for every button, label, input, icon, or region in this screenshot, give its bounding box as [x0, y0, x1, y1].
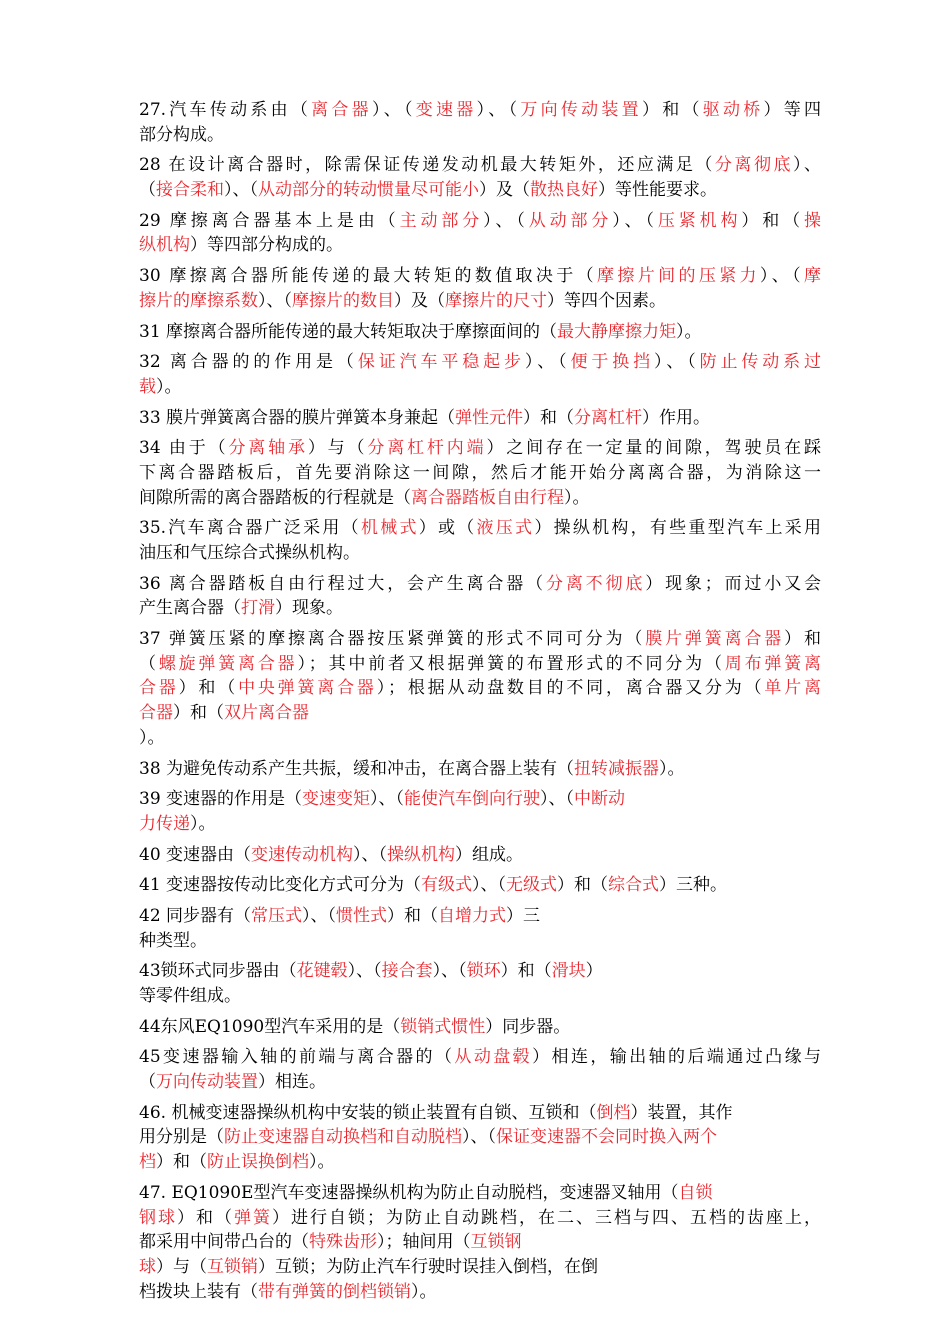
text-line — [139, 959, 821, 984]
question-text: ）及（ — [479, 180, 530, 201]
text-line — [139, 1125, 821, 1150]
question-text: 29 摩擦离合器基本上是由（ — [139, 210, 400, 231]
question-text: ）等性能要求。 — [598, 180, 717, 201]
question-text: ）、（ — [476, 100, 521, 120]
question-text: 33 膜片弹簧离合器的膜片弹簧本身兼起（ — [139, 407, 456, 428]
question-text: ）。 — [676, 321, 702, 342]
answer-text: 从动部分 — [528, 210, 613, 231]
text-line — [139, 843, 821, 868]
text-line — [139, 676, 821, 701]
answer-text: 倒档 — [596, 1102, 631, 1123]
answer-text: 保证汽车平稳起步 — [357, 352, 525, 373]
question-text: ）。 — [564, 487, 590, 508]
question-text: ）及（ — [394, 290, 445, 311]
text-line — [139, 787, 821, 812]
answer-text: 带有弹簧的倒档锁销 — [258, 1281, 411, 1302]
question-text: 34 由于（ — [139, 438, 229, 459]
question-text: ）。 — [156, 376, 182, 397]
answer-text: 摩 — [804, 266, 821, 287]
question-text: ）、（ — [462, 1127, 496, 1148]
answer-text: 主动部分 — [399, 210, 484, 231]
question-text: ）。 — [659, 758, 685, 779]
answer-text: 变速传动机构 — [251, 844, 354, 865]
question-text: 等零件组成。 — [139, 986, 241, 1006]
text-line — [139, 406, 821, 431]
answer-text: 能使汽车倒向行驶 — [404, 789, 541, 810]
answer-text: 自锁 — [678, 1182, 713, 1203]
answer-text: 综合式 — [608, 875, 660, 896]
question-text: ）和（ — [741, 210, 805, 231]
question-text: ）和（ — [177, 1207, 234, 1228]
text-line — [139, 541, 821, 566]
answer-text: 分离轴承 — [228, 438, 308, 459]
question-text: ）和（ — [557, 875, 609, 896]
answer-text: 液压式 — [476, 518, 535, 539]
answer-text: 钢球 — [139, 1207, 177, 1228]
question-text: ）、（ — [759, 266, 805, 287]
question-text: ）、（ — [432, 961, 467, 982]
question-text: ）之间存在一定量的间隙，驾驶员在踩 — [486, 438, 821, 459]
question-text: ）、（ — [302, 905, 337, 926]
text-line — [139, 1255, 821, 1280]
text-line — [139, 178, 821, 203]
question-text: ）、（ — [371, 100, 416, 120]
question-text: ）和（ — [523, 407, 575, 428]
text-line — [139, 1070, 821, 1095]
text-line — [139, 1150, 821, 1175]
question-text: ）、（ — [258, 290, 292, 311]
question-text: ） — [585, 961, 603, 982]
text-line — [139, 1015, 821, 1040]
answer-text: 散热良好 — [530, 180, 598, 201]
text-line — [139, 726, 821, 751]
answer-text: 变速器 — [415, 100, 477, 120]
answer-text: 单片离 — [764, 678, 821, 699]
question-text: ）、（ — [612, 210, 658, 231]
question-text: ）和（ — [387, 905, 439, 926]
answer-text: 离合器踏板自由行程 — [411, 487, 564, 508]
question-text: ）和（ — [173, 703, 224, 724]
question-text: ）、（ — [483, 210, 529, 231]
question-text: 种类型。 — [139, 930, 207, 951]
question-text: ）和（ — [641, 100, 703, 120]
text-line — [139, 153, 821, 178]
question-text: 用分别是（ — [139, 1127, 224, 1148]
question-text: ）、（ — [347, 961, 382, 982]
question-text: 30 摩擦离合器所能传递的最大转矩的数值取决于（ — [139, 266, 598, 287]
question-text: 档拨块上装有（ — [139, 1281, 258, 1302]
question-text: 40 变速器由（ — [139, 844, 252, 865]
text-line — [139, 812, 821, 837]
answer-text: 中央弹簧离合器 — [238, 678, 377, 699]
answer-text: 分离不彻底 — [545, 573, 646, 594]
answer-text: 无级式 — [506, 875, 558, 896]
text-line — [139, 627, 821, 652]
text-line — [139, 757, 821, 782]
question-text: ）。 — [411, 1281, 437, 1302]
answer-text: 摩擦片的尺寸 — [445, 290, 547, 311]
answer-text: 互锁销 — [207, 1256, 258, 1277]
text-line — [139, 1280, 821, 1305]
answer-text: 常压式 — [251, 905, 303, 926]
question-text: ）。 — [139, 727, 165, 748]
question-text: ）、（ — [654, 352, 700, 373]
question-text: 47. EQ1090E型汽车变速器操纵机构为防止自动脱档，变速器叉轴用（ — [139, 1182, 679, 1203]
question-text: ）、（ — [472, 875, 507, 896]
answer-text: 扭转减振器 — [574, 758, 660, 779]
answer-text: 接合柔和 — [156, 180, 224, 201]
question-text: ）与（ — [156, 1256, 207, 1277]
answer-text: 操 — [804, 210, 821, 231]
question-text: 32 离合器的的作用是（ — [139, 352, 358, 373]
answer-text: 档 — [139, 1152, 156, 1173]
question-text: 27.汽车传动系由（ — [139, 100, 312, 120]
answer-text: 保证变速器不会同时换入两个 — [496, 1127, 717, 1148]
question-text: ）、（ — [370, 789, 405, 810]
answer-text: 变速变矩 — [302, 789, 371, 810]
answer-text: 从动部分的转动惯量尽可能小 — [258, 180, 479, 201]
answer-text: 万向传动装置 — [156, 1072, 258, 1093]
text-line — [139, 436, 821, 461]
answer-text: 万向传动装置 — [520, 100, 642, 120]
question-text: ）进行自锁；为防止自动跳档，在二、三档与四、五档的齿座上， — [272, 1207, 821, 1228]
answer-text: 力传递 — [139, 813, 190, 834]
question-text: ）相连，输出轴的后端通过凸缘与 — [532, 1047, 821, 1068]
question-text: 38 为避免传动系产生共振，缓和冲击，在离合器上装有（ — [139, 758, 575, 779]
question-text: 39 变速器的作用是（ — [139, 789, 303, 810]
text-line — [139, 596, 821, 621]
answer-text: 最大静摩擦力矩 — [557, 321, 677, 342]
text-line — [139, 572, 821, 597]
text-line — [139, 1206, 821, 1231]
answer-text: 驱动桥 — [702, 100, 764, 120]
question-text: （ — [139, 1072, 156, 1093]
question-text: ）等四 — [763, 100, 821, 120]
text-line — [139, 1181, 821, 1206]
answer-text: 分离彻底 — [714, 155, 793, 176]
question-text: 产生离合器（ — [139, 598, 241, 619]
text-line — [139, 233, 821, 258]
text-line — [139, 701, 821, 726]
answer-text: 双片离合器 — [224, 703, 309, 724]
question-text: ）三 — [506, 905, 541, 926]
question-text: ）和（ — [178, 678, 239, 699]
question-text: ）和（ — [500, 961, 552, 982]
text-line — [139, 350, 821, 375]
question-text: 28 在设计离合器时，除需保证传递发动机最大转矩外，还应满足（ — [139, 155, 715, 176]
text-line — [139, 209, 821, 234]
answer-text: 特殊齿形 — [309, 1232, 377, 1253]
answer-text: 自增力式 — [438, 905, 507, 926]
question-text: （ — [139, 653, 159, 674]
question-text: ）现象；而过小又会 — [645, 573, 821, 594]
answer-text: 有级式 — [421, 875, 473, 896]
question-text: ）互锁；为防止汽车行驶时误挂入倒档，在倒 — [258, 1256, 598, 1277]
question-text: 油压和气压综合式操纵机构。 — [139, 543, 360, 563]
question-text: ）、（ — [540, 789, 575, 810]
question-text: ）、（ — [224, 180, 258, 201]
answer-text: 便于换挡 — [570, 352, 654, 373]
answer-text: 膜片弹簧离合器 — [645, 629, 785, 650]
question-text: 31 摩擦离合器所能传递的最大转矩取决于摩擦面间的（ — [139, 321, 558, 342]
question-text: ）同步器。 — [485, 1016, 571, 1037]
question-text: 间隙所需的离合器踏板的行程就是（ — [139, 487, 411, 508]
text-line — [139, 320, 821, 345]
question-text: 42 同步器有（ — [139, 905, 252, 926]
answer-text: 摩擦片间的压紧力 — [597, 266, 760, 287]
question-text: ）；根据从动盘数目的不同，离合器又分为（ — [376, 678, 765, 699]
question-text: （ — [139, 180, 156, 201]
question-text: ）；轴间用（ — [377, 1232, 471, 1253]
text-line — [139, 516, 821, 541]
answer-text: 滑块 — [551, 961, 586, 982]
question-text: ）相连。 — [258, 1072, 326, 1093]
question-text: 35.汽车离合器广泛采用（ — [139, 518, 361, 539]
text-line — [139, 98, 821, 123]
text-line — [139, 652, 821, 677]
answer-text: 周布弹簧离 — [724, 653, 821, 674]
answer-text: 载 — [139, 376, 156, 397]
text-line — [139, 289, 821, 314]
text-line — [139, 929, 821, 954]
question-text: 下离合器踏板后，首先要消除这一间隙，然后才能开始分离离合器，为消除这一 — [139, 462, 821, 483]
answer-text: 中断动 — [574, 789, 626, 810]
text-line — [139, 264, 821, 289]
question-text: 部分构成。 — [139, 124, 224, 145]
question-text: 43锁环式同步器由（ — [139, 961, 297, 982]
text-line — [139, 1045, 821, 1070]
answer-text: 弹性元件 — [455, 407, 524, 428]
text-line — [139, 123, 821, 148]
answer-text: 打滑 — [241, 598, 275, 619]
question-text: 36 离合器踏板自由行程过大，会产生离合器（ — [139, 573, 546, 594]
answer-text: 球 — [139, 1256, 156, 1277]
text-line — [139, 461, 821, 486]
question-text: ）等四个因素。 — [547, 290, 666, 311]
answer-text: 机械式 — [360, 518, 419, 539]
answer-text: 分离杠杆内端 — [367, 438, 487, 459]
text-line — [139, 873, 821, 898]
question-text: ）等四部分构成的。 — [190, 235, 343, 256]
answer-text: 摩擦片的数目 — [292, 290, 394, 311]
question-text: ）、（ — [353, 844, 388, 865]
question-text: 44东风EQ1090型汽车采用的是（ — [139, 1016, 401, 1037]
text-line — [139, 375, 821, 400]
answer-text: 离合器 — [311, 100, 372, 120]
answer-text: 分离杠杆 — [574, 407, 643, 428]
answer-text: 从动盘毂 — [454, 1047, 533, 1068]
question-text: ）和（ — [156, 1152, 207, 1173]
answer-text: 防止变速器自动换档和自动脱档 — [224, 1127, 462, 1148]
text-line — [139, 984, 821, 1009]
question-text: ）或（ — [418, 518, 477, 539]
answer-text: 纵机构 — [139, 235, 190, 256]
answer-text: 花键毂 — [296, 961, 348, 982]
answer-text: 接合套 — [381, 961, 433, 982]
answer-text: 擦片的摩擦系数 — [139, 290, 258, 311]
question-text: 45变速器输入轴的前端与离合器的（ — [139, 1047, 455, 1068]
text-line — [139, 1101, 821, 1126]
question-text: ）与（ — [307, 438, 368, 459]
answer-text: 惯性式 — [336, 905, 388, 926]
answer-text: 合器 — [139, 678, 179, 699]
question-text: ）。 — [309, 1152, 335, 1173]
answer-text: 螺旋弹簧离合器 — [158, 653, 298, 674]
answer-text: 互锁钢 — [470, 1232, 522, 1253]
question-text: ）装置，其作 — [630, 1102, 733, 1123]
question-text: 41 变速器按传动比变化方式可分为（ — [139, 875, 422, 896]
question-text: 37 弹簧压紧的摩擦离合器按压紧弹簧的形式不同可分为（ — [139, 629, 646, 650]
answer-text: 锁环 — [466, 961, 501, 982]
question-text: 都采用中间带凸台的（ — [139, 1232, 309, 1253]
text-line — [139, 486, 821, 511]
question-text: ）；其中前者又根据弹簧的布置形式的不同分为（ — [297, 653, 725, 674]
question-text: ）操纵机构，有些重型汽车上采用 — [534, 518, 821, 539]
question-text: 46. 机械变速器操纵机构中安装的锁止装置有自锁、互锁和（ — [139, 1102, 597, 1123]
question-text: ）三种。 — [659, 875, 728, 896]
document-body — [139, 98, 821, 1304]
answer-text: 防止误换倒档 — [207, 1152, 309, 1173]
question-text: ）。 — [190, 813, 216, 834]
answer-text: 防止传动系过 — [699, 352, 821, 373]
answer-text: 操纵机构 — [387, 844, 456, 865]
question-text: ）组成。 — [455, 844, 524, 865]
answer-text: 锁销式惯性 — [400, 1016, 486, 1037]
question-text: ）、 — [792, 155, 821, 176]
answer-text: 合器 — [139, 703, 173, 724]
text-line — [139, 1230, 821, 1255]
question-text: ）和 — [784, 629, 821, 650]
question-text: ）现象。 — [275, 598, 343, 619]
answer-text: 弹簧 — [234, 1207, 272, 1228]
answer-text: 压紧机构 — [657, 210, 742, 231]
text-line — [139, 904, 821, 929]
question-text: ）、（ — [524, 352, 571, 373]
question-text: ）作用。 — [642, 407, 711, 428]
